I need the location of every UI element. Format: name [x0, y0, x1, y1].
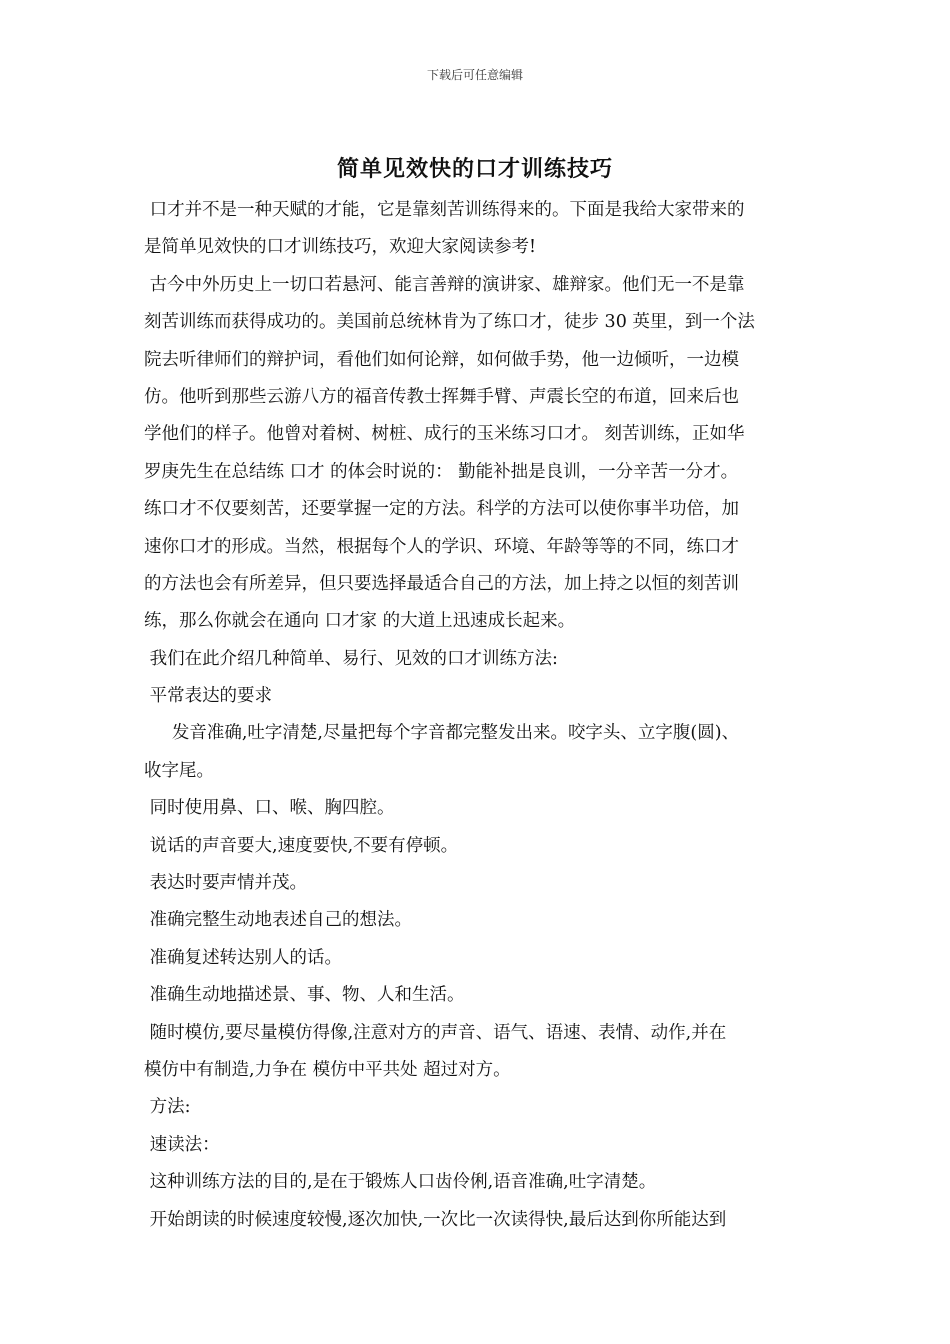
- body-line: 我们在此介绍几种简单、易行、见效的口才训练方法:: [144, 648, 558, 669]
- body-line: 发音准确,吐字清楚,尽量把每个字音都完整发出来。咬字头、立字腹(圆)、: [144, 723, 740, 744]
- body-line: 的方法也会有所差异，但只要选择最适合自己的方法，加上持之以恒的刻苦训: [144, 573, 739, 594]
- body-line: 刻苦训练而获得成功的。美国前总统林肯为了练口才，徒步 30 英里，到一个法: [144, 312, 755, 333]
- header-note: 下载后可任意编辑: [426, 68, 523, 82]
- body-line: 平常表达的要求: [144, 686, 273, 707]
- body-line: 练口才不仅要刻苦，还要掌握一定的方法。科学的方法可以使你事半功倍，加: [144, 499, 739, 520]
- body-line: 准确生动地描述景、事、物、人和生活。: [144, 985, 465, 1006]
- body-line: 这种训练方法的目的,是在于锻炼人口齿伶俐,语音准确,吐字清楚。: [144, 1172, 657, 1193]
- body-line: 随时模仿,要尽量模仿得像,注意对方的声音、语气、语速、表情、动作,并在: [144, 1022, 727, 1043]
- body-line: 罗庚先生在总结练 口才 的体会时说的： 勤能补拙是良训，一分辛苦一分才。: [144, 461, 739, 482]
- body-line: 是简单见效快的口才训练技巧，欢迎大家阅读参考!: [144, 237, 537, 258]
- body-line: 练，那么你就会在通向 口才家 的大道上迅速成长起来。: [144, 611, 576, 632]
- body-line: 院去听律师们的辩护词，看他们如何论辩，如何做手势，他一边倾听，一边模: [144, 349, 739, 370]
- body-line: 说话的声音要大,速度要快,不要有停顿。: [144, 835, 459, 856]
- body-line: 古今中外历史上一切口若悬河、能言善辩的演讲家、雄辩家。他们无一不是靠: [144, 274, 745, 295]
- body-line: 口才并不是一种天赋的才能，它是靠刻苦训练得来的。下面是我给大家带来的: [144, 200, 745, 220]
- body-line: 速你口才的形成。当然，根据每个人的学识、环境、年龄等等的不同，练口才: [144, 536, 739, 557]
- document-body: [144, 192, 808, 1239]
- body-line: 收字尾。: [144, 760, 214, 781]
- body-line: 准确完整生动地表述自己的想法。: [144, 910, 413, 931]
- body-line: 学他们的样子。他曾对着树、树桩、成行的玉米练习口才。 刻苦训练，正如华: [144, 424, 745, 445]
- body-line: 开始朗读的时候速度较慢,逐次加快,一次比一次读得快,最后达到你所能达到: [144, 1209, 727, 1230]
- body-line: 模仿中有制造,力争在 模仿中平共处 超过对方。: [144, 1059, 511, 1080]
- body-line: 仿。他听到那些云游八方的福音传教士挥舞手臂、声震长空的布道，回来后也: [144, 386, 739, 407]
- body-line: 准确复述转达别人的话。: [144, 947, 343, 968]
- page-title: 简单见效快的口才训练技巧: [336, 156, 613, 182]
- body-line: 同时使用鼻、口、喉、胸四腔。: [144, 798, 395, 819]
- body-line: 速读法：: [144, 1134, 220, 1155]
- body-line: 方法:: [144, 1097, 191, 1118]
- body-line: 表达时要声情并茂。: [144, 873, 308, 894]
